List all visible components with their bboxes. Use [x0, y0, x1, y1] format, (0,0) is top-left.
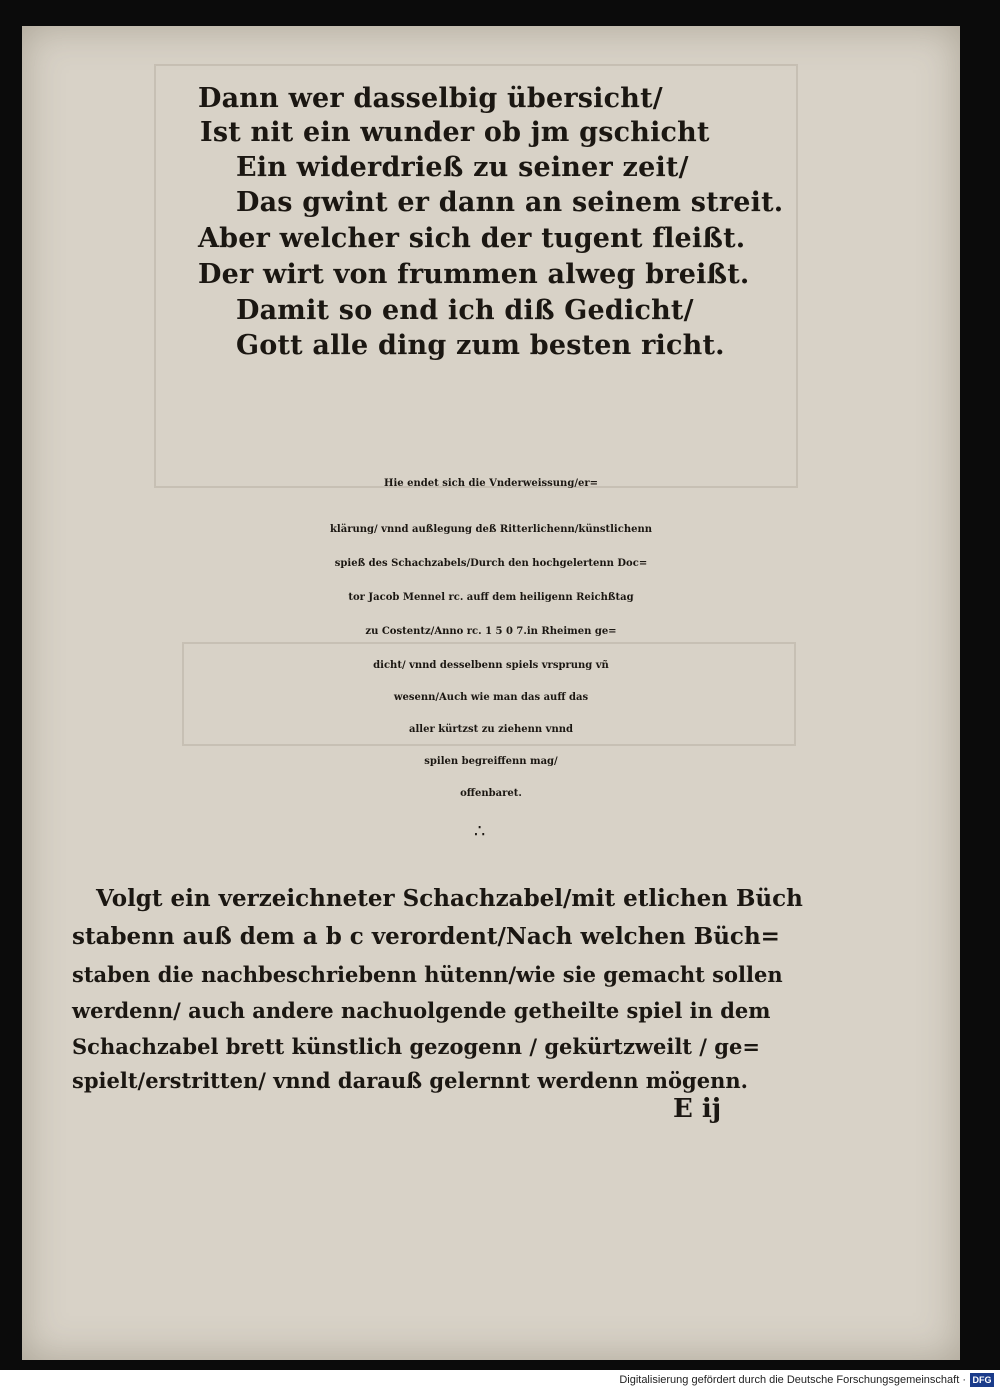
- colophon-line: spilen begreiffenn mag/: [424, 756, 558, 767]
- signature-mark: E ij: [673, 1094, 722, 1124]
- body-line: stabenn auß dem a b c verordent/Nach welchen Büch=: [72, 923, 780, 950]
- body-line: Schachzabel brett künstlich gezogenn / gekürtzweilt / ge=: [72, 1034, 760, 1059]
- colophon-line: aller kürtzst zu ziehenn vnnd: [409, 724, 573, 735]
- verse-line: Gott alle ding zum besten richt.: [236, 330, 725, 361]
- colophon-line: dicht/ vnnd desselbenn spiels vrsprung vñ: [373, 660, 609, 671]
- ornament-dots: ∴: [474, 821, 486, 842]
- colophon-line: tor Jacob Mennel rc. auff dem heiligenn Reichßtag: [348, 592, 634, 603]
- colophon-line: offenbaret.: [460, 788, 522, 799]
- body-line: werdenn/ auch andere nachuolgende getheilte spiel in dem: [72, 998, 771, 1023]
- body-line: staben die nachbeschriebenn hütenn/wie sie gemacht sollen: [72, 962, 783, 987]
- body-line: Volgt ein verzeichneter Schachzabel/mit etlichen Büch: [96, 885, 803, 912]
- body-line: spielt/erstritten/ vnnd darauß gelernnt werdenn mögenn.: [72, 1068, 748, 1093]
- verse-line: Damit so end ich diß Gedicht/: [236, 295, 694, 326]
- dfg-logo: DFG: [970, 1373, 994, 1387]
- book-page: [22, 26, 960, 1360]
- funding-credit: Digitalisierung gefördert durch die Deutsche Forschungsgemeinschaft ·: [619, 1374, 966, 1386]
- colophon-line: wesenn/Auch wie man das auff das: [393, 692, 589, 703]
- verse-line: Ist nit ein wunder ob jm gschicht: [200, 117, 710, 148]
- verse-line: Das gwint er dann an seinem streit.: [236, 187, 784, 218]
- verse-line: Dann wer dasselbig übersicht/: [198, 83, 663, 114]
- colophon-title-line: Hie endet sich die Vnderweissung/er=: [384, 478, 598, 489]
- verse-line: Aber welcher sich der tugent fleißt.: [198, 223, 746, 254]
- footer-bar: [0, 1370, 1000, 1392]
- verse-line: Ein widerdrieß zu seiner zeit/: [236, 152, 689, 183]
- verse-line: Der wirt von frummen alweg breißt.: [198, 259, 750, 290]
- colophon-line: klärung/ vnnd außlegung deß Ritterlichenn/künstlichenn: [330, 524, 652, 535]
- colophon-line: spieß des Schachzabels/Durch den hochgelertenn Doc=: [334, 558, 648, 569]
- colophon-line: zu Costentz/Anno rc. 1 5 0 7.in Rheimen ge=: [365, 626, 617, 637]
